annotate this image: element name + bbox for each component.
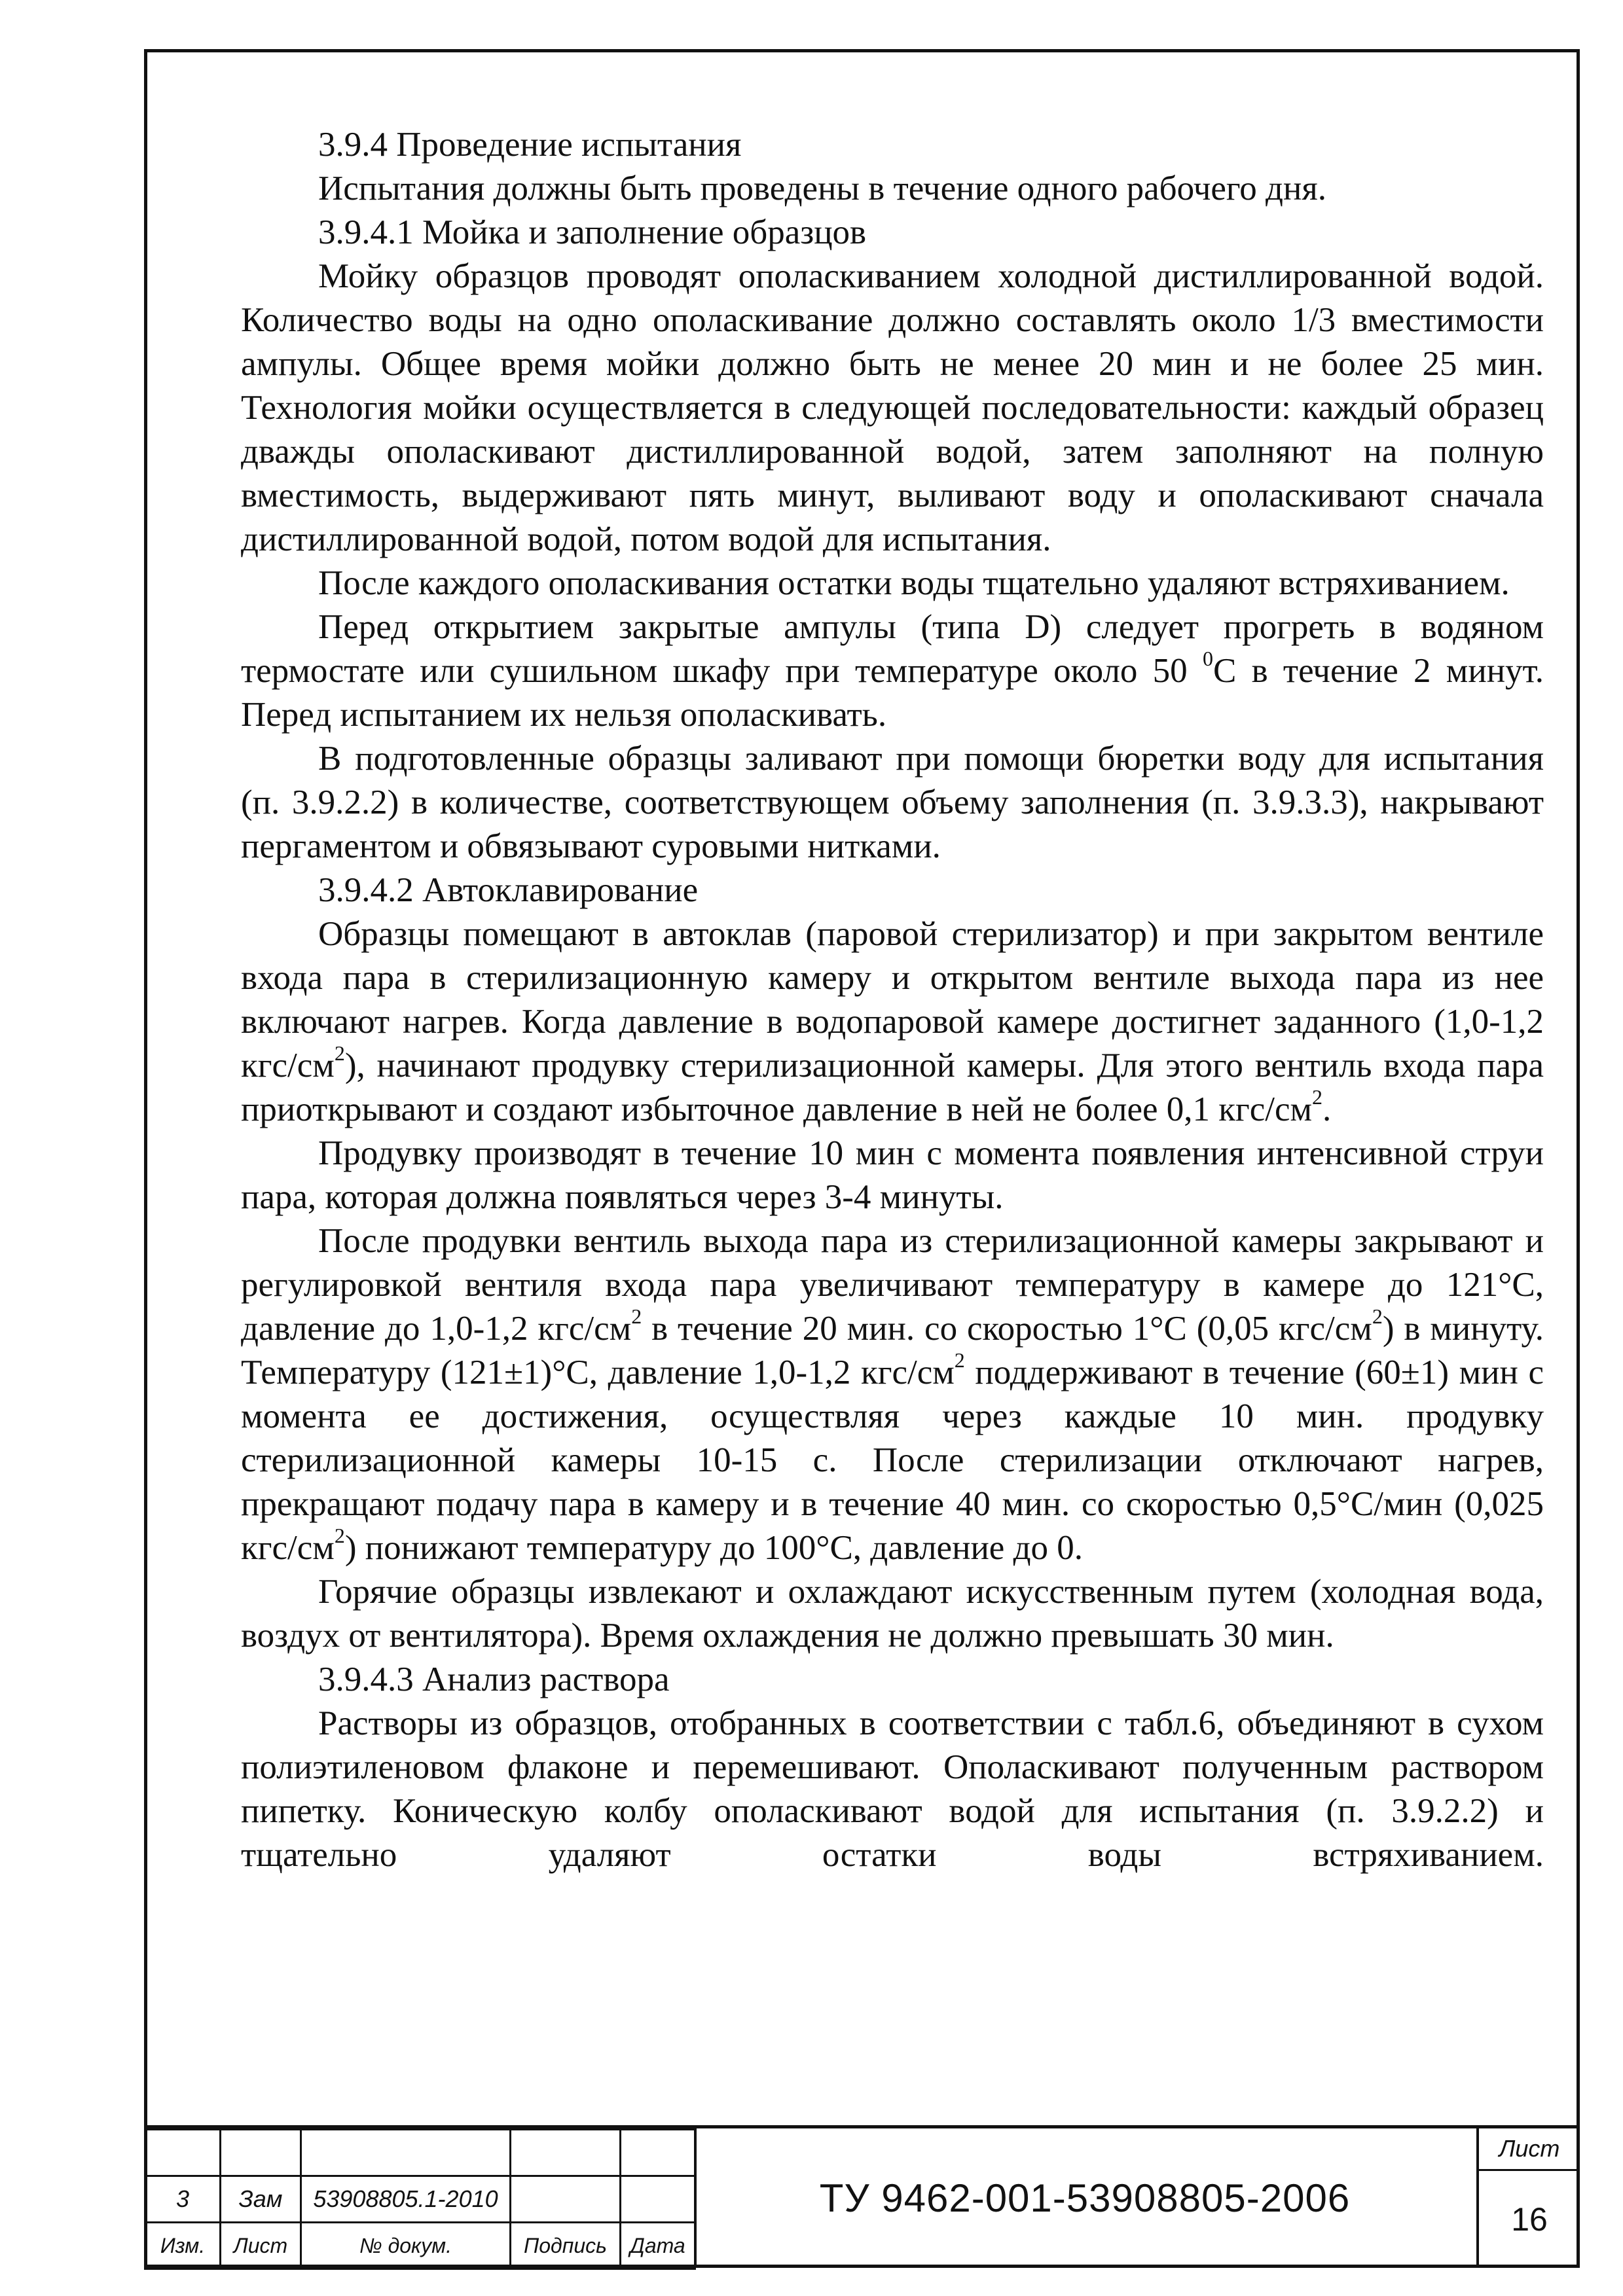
paragraph: Продувку производят в течение 10 мин с момента появления интенсивной струи пара, которая должна появляться через 3-4 минуты. bbox=[241, 1134, 1544, 1216]
section-heading-3-9-4-2: 3.9.4.2 Автоклавирование bbox=[318, 871, 699, 909]
paragraph: Образцы помещают в автоклав (паровой стерилизатор) и при закрытом вентиле входа пара в стерилизационную камеру и открытом вентиле выхода пара из нее включают нагрев. Когда давление в водопаровой камере достигнет заданного (1,0-1,2 кгс/$см^2$), начинают продувку стерилизационной камеры. Для этого вентиль входа пара приоткрывают и создают избыточное давление в ней не более 0,1 кгс/$см^2$. bbox=[241, 915, 1544, 1128]
section-heading-3-9-4-3: 3.9.4.3 Анализ раствора bbox=[318, 1660, 670, 1698]
table-row bbox=[145, 2130, 695, 2176]
paragraph: Испытания должны быть проведены в течение одного рабочего дня. bbox=[318, 170, 1327, 207]
paragraph: Мойку образцов проводят ополаскиванием холодной дистиллированной водой. Количество воды на одно ополаскивание должно составлять около 1/3 вместимости ампулы. Общее время мойки должно быть не менее 20 мин и не более 25 мин. Технология мойки осуществляется в следующей последовательности: каждый образец дважды ополаскивают дистиллированной водой, затем заполняют на полную вместимость, выдерживают пять минут, выливают воду и ополаскивают сначала дистиллированной водой, потом водой для испытания. bbox=[241, 257, 1544, 558]
table-row bbox=[145, 2176, 695, 2223]
section-heading-3-9-4: 3.9.4 Проведение испытания bbox=[318, 126, 742, 164]
col-izm: Изм. bbox=[145, 2223, 221, 2269]
section-heading-3-9-4-1: 3.9.4.1 Мойка и заполнение образцов bbox=[318, 213, 867, 251]
col-date: Дата bbox=[621, 2223, 695, 2269]
col-sign: Подпись bbox=[511, 2223, 621, 2269]
col-list: Лист bbox=[221, 2223, 301, 2269]
paragraph: В подготовленные образцы заливают при помощи бюретки воду для испытания (п. 3.9.2.2) в количестве, соответствующем объему заполнения (п. 3.9.3.3), накрывают пергаментом и обвязывают суровыми нитками. bbox=[241, 740, 1544, 865]
paragraph: Перед открытием закрытые ампулы (типа D) следует прогреть в водяном термостате или сушильном шкафу при температуре около 50 $^0$С в течение 2 минут. Перед испытанием их нельзя ополаскивать. bbox=[241, 608, 1544, 734]
paragraph: После каждого ополаскивания остатки воды тщательно удаляют встряхиванием. bbox=[318, 564, 1510, 602]
col-doc: № докум. bbox=[301, 2223, 511, 2269]
paragraph: Растворы из образцов, отобранных в соответствии с табл.6, объединяют в сухом полиэтиленовом флаконе и перемешивают. Ополаскивают полученным раствором пипетку. Коническую колбу ополаскивают водой для испытания (п. 3.9.2.2) и тщательно удаляют остатки воды встряхиванием. bbox=[241, 1704, 1544, 1874]
document-body bbox=[241, 123, 1544, 1877]
sheet-label: Лист bbox=[1479, 2128, 1580, 2171]
change-doc-number: 53908805.1-2010 bbox=[301, 2176, 511, 2223]
sheet-box bbox=[1476, 2128, 1580, 2268]
change-type: Зам bbox=[221, 2176, 301, 2223]
paragraph: Горячие образцы извлекают и охлаждают искусственным путем (холодная вода, воздух от вентилятора). Время охлаждения не должно превышать 30 мин. bbox=[241, 1573, 1544, 1655]
table-row bbox=[145, 2223, 695, 2269]
document-designation: ТУ 9462-001-53908805-2006 bbox=[694, 2128, 1473, 2268]
revision-table bbox=[144, 2128, 696, 2270]
change-number: 3 bbox=[145, 2176, 221, 2223]
title-block bbox=[144, 2125, 1580, 2268]
sheet-number: 16 bbox=[1511, 2201, 1548, 2238]
paragraph: После продувки вентиль выхода пара из стерилизационной камеры закрывают и регулировкой вентиля входа пара увеличивают температуру в камере до 121°С, давление до 1,0-1,2 кгс/$см^2$ в течение 20 мин. со скоростью 1°С (0,05 кгс/$см^2$) в минуту. Температуру (121±1)°С, давление 1,0-1,2 кгс/$см^2$ поддерживают в течение (60±1) мин с момента ее достижения, осуществляя через каждые 10 мин. продувку стерилизационной камеры 10-15 с. После стерилизации отключают нагрев, прекращают подачу пара в камеру и в течение 40 мин. со скоростью 0,5°С/мин (0,025 кгс/$см^2$) понижают температуру до 100°С, давление до 0. bbox=[241, 1222, 1544, 1567]
